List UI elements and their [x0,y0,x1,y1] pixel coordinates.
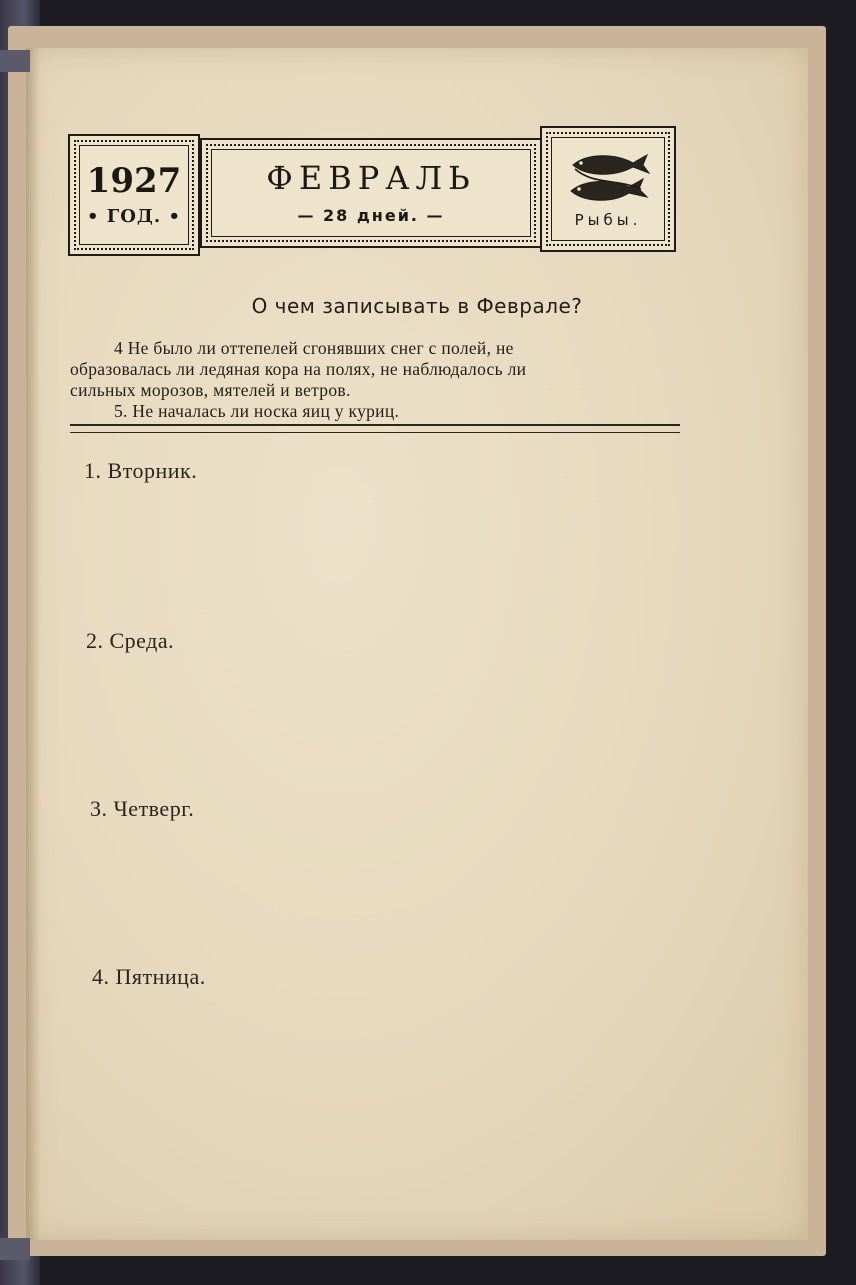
almanac-page [26,48,808,1240]
binding-tape-top [0,50,30,72]
note-4-line-1: 4 Не было ли оттепелей сгонявших снег с полей, не [114,338,514,358]
section-title: О чем записывать в Феврале? [251,294,583,318]
zodiac-box [540,126,676,252]
double-rule-divider [70,424,680,433]
note-4-line-2: образовалась ли ледяная кора на полях, не наблюдалось ли [70,359,527,379]
pisces-fish-icon [563,149,653,207]
spine-shadow [26,48,40,1240]
year-label: • ГОД. • [87,205,181,227]
notes-block [70,338,680,422]
note-4-line-3: сильных морозов, мятелей и ветров. [70,380,351,400]
day-entry-thursday: 3. Четверг. [90,796,195,821]
day-entry-wednesday: 2. Среда. [86,628,175,653]
month-title: ФЕВРАЛЬ [266,158,476,197]
day-entry-friday: 4. Пятница. [92,964,206,989]
year-number: 1927 [86,160,182,201]
day-entry-tuesday: 1. Вторник. [84,458,198,483]
month-days-count: — 28 дней. — [297,205,445,225]
note-5: 5. Не началась ли носка яиц у куриц. [114,401,400,421]
calendar-header [68,126,678,258]
month-box [200,138,542,248]
zodiac-name: Рыбы. [574,211,642,229]
year-box [68,134,200,256]
binding-tape-bottom [0,1238,30,1260]
